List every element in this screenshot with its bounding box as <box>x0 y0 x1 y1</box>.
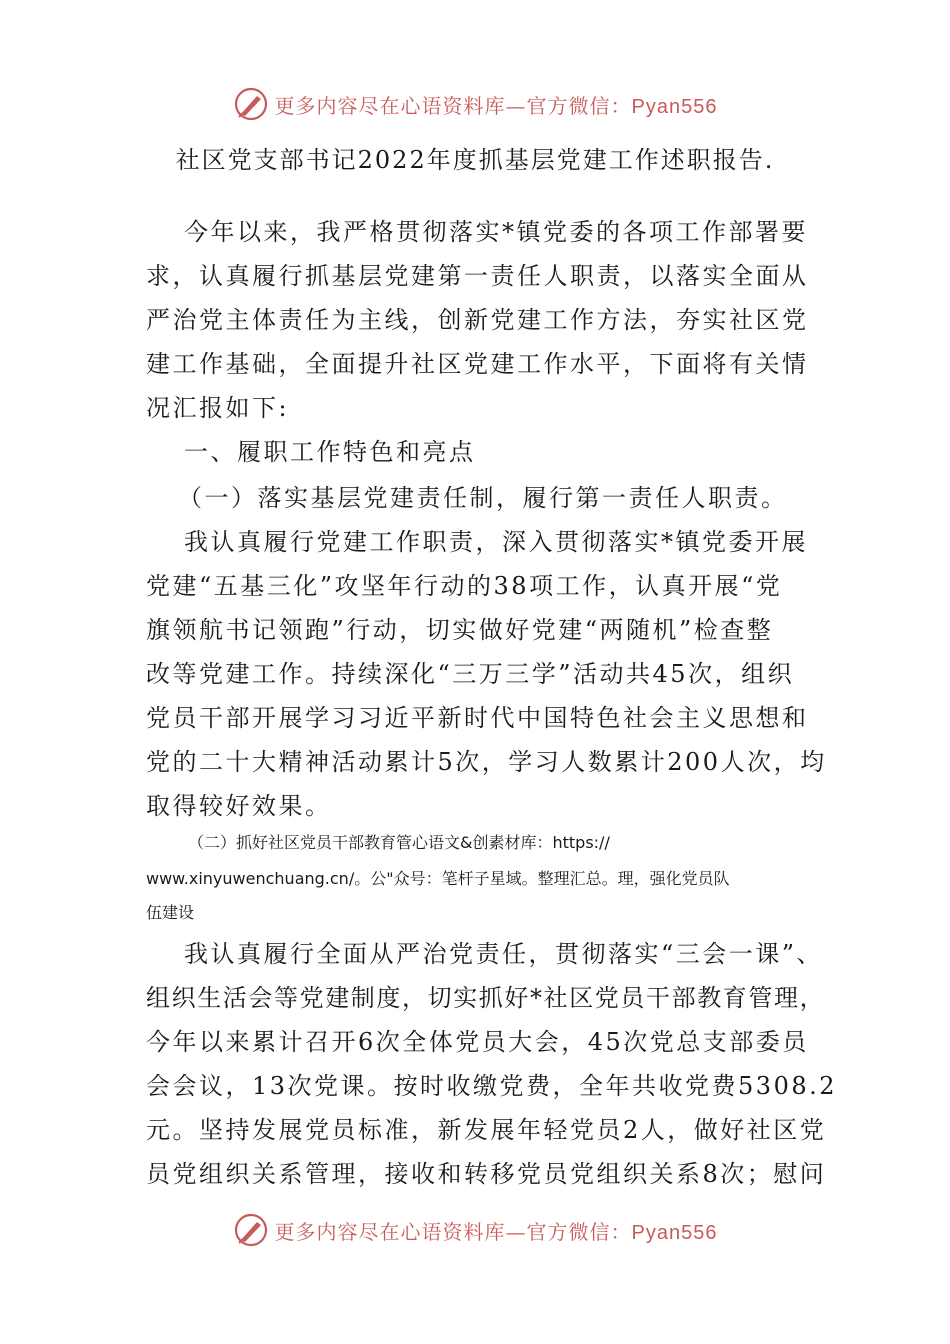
paragraph-line: 元。坚持发展党员标准，新发展年轻党员2人，做好社区党 <box>146 1116 827 1144</box>
paragraph-line: 组织生活会等党建制度，切实抓好*社区党员干部教育管理， <box>146 984 826 1012</box>
paragraph-line: 我认真履行全面从严治党责任，贯彻落实“三会一课”、 <box>184 940 824 968</box>
subsection-heading-small: （二）抓好社区党员干部教育管心语文&创素材库：https:// <box>188 833 610 852</box>
paragraph-line: 党员干部开展学习习近平新时代中国特色社会主义思想和 <box>146 704 809 732</box>
paragraph-line: 旗领航书记领跑”行动，切实做好党建“两随机”检查整 <box>146 616 774 644</box>
paragraph-line: 今年以来，我严格贯彻落实*镇党委的各项工作部署要 <box>184 218 808 246</box>
section-heading: 一、履职工作特色和亮点 <box>184 438 476 466</box>
paragraph-line: 改等党建工作。持续深化“三万三学”活动共45次，组织 <box>146 660 795 688</box>
paragraph-line: 今年以来累计召开6次全体党员大会，45次党总支部委员 <box>146 1028 809 1056</box>
small-text-line: www.xinyuwenchuang.cn/。公"众号：笔杆子星域。整理汇总。理，强化党员队 <box>146 869 730 888</box>
watermark-text: 更多内容尽在心语资料库—官方微信：Pyan556 <box>274 1219 718 1244</box>
watermark-banner-top <box>0 84 950 124</box>
watermark-banner-bottom <box>0 1210 950 1250</box>
paragraph-line: 严治党主体责任为主线，创新党建工作方法，夯实社区党 <box>146 306 809 334</box>
paragraph-line: 取得较好效果。 <box>146 792 332 820</box>
paragraph-line: 党建“五基三化”攻坚年行动的38项工作，认真开展“党 <box>146 572 783 600</box>
paragraph-line: 会会议，13次党课。按时收缴党费，全年共收党费5308.2 <box>146 1072 838 1100</box>
paragraph-line: 况汇报如下: <box>146 394 290 422</box>
paragraph-line: 我认真履行党建工作职责，深入贯彻落实*镇党委开展 <box>184 528 808 556</box>
pen-logo-icon <box>233 1212 269 1248</box>
subsection-heading: （一）落实基层党建责任制，履行第一责任人职责。 <box>178 484 788 512</box>
paragraph-line: 员党组织关系管理，接收和转移党员党组织关系8次；慰问 <box>146 1160 827 1188</box>
small-text-line: 伍建设 <box>146 903 195 922</box>
paragraph-line: 党的二十大精神活动累计5次，学习人数累计200人次，均 <box>146 748 827 776</box>
watermark-text: 更多内容尽在心语资料库—官方微信：Pyan556 <box>274 93 718 118</box>
document-title: 社区党支部书记2022年度抓基层党建工作述职报告. <box>175 146 775 174</box>
pen-logo-icon <box>233 86 269 122</box>
paragraph-line: 建工作基础，全面提升社区党建工作水平，下面将有关情 <box>146 350 809 378</box>
paragraph-line: 求，认真履行抓基层党建第一责任人职责，以落实全面从 <box>146 262 809 290</box>
